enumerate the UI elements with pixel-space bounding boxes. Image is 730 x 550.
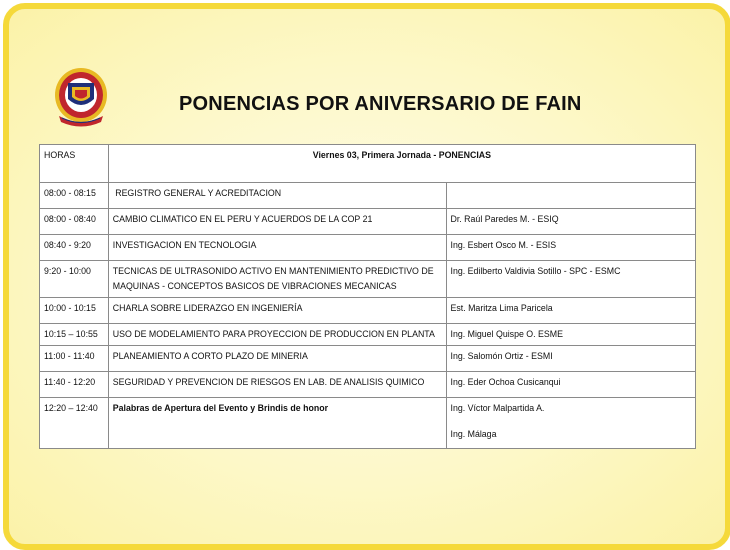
time-cell: 9:20 - 10:00 bbox=[40, 261, 109, 298]
table-row bbox=[40, 261, 696, 298]
speaker-cell: Ing. Edilberto Valdivia Sotillo - SPC - ESMC bbox=[446, 261, 696, 298]
speaker-cell: Ing. Miguel Quispe O. ESME bbox=[446, 324, 696, 346]
time-cell: 10:15 – 10:55 bbox=[40, 324, 109, 346]
table-row bbox=[40, 324, 696, 346]
table-row bbox=[40, 235, 696, 261]
topic-cell: TECNICAS DE ULTRASONIDO ACTIVO EN MANTENIMIENTO PREDICTIVO DE MAQUINAS - CONCEPTOS BASICOS DE VIBRACIONES MECANICAS bbox=[108, 261, 446, 298]
speaker-cell: Est. Maritza Lima Paricela bbox=[446, 298, 696, 324]
time-cell: 10:00 - 10:15 bbox=[40, 298, 109, 324]
speaker-name: Ing. Málaga bbox=[450, 429, 497, 439]
schedule-table bbox=[39, 144, 696, 449]
time-cell: 11:00 - 11:40 bbox=[40, 346, 109, 372]
day-heading: Viernes 03, Primera Jornada - PONENCIAS bbox=[108, 145, 695, 183]
speaker-cell bbox=[446, 398, 696, 449]
table-row bbox=[40, 209, 696, 235]
topic-cell: USO DE MODELAMIENTO PARA PROYECCION DE PRODUCCION EN PLANTA bbox=[108, 324, 446, 346]
topic-cell: REGISTRO GENERAL Y ACREDITACION bbox=[108, 183, 446, 209]
topic-cell: PLANEAMIENTO A CORTO PLAZO DE MINERIA bbox=[108, 346, 446, 372]
time-cell: 08:00 - 08:15 bbox=[40, 183, 109, 209]
time-cell: 11:40 - 12:20 bbox=[40, 372, 109, 398]
table-row bbox=[40, 398, 696, 449]
topic-cell: CAMBIO CLIMATICO EN EL PERU Y ACUERDOS DE LA COP 21 bbox=[108, 209, 446, 235]
speaker-cell: Ing. Eder Ochoa Cusicanqui bbox=[446, 372, 696, 398]
time-cell: 08:40 - 9:20 bbox=[40, 235, 109, 261]
table-row bbox=[40, 346, 696, 372]
topic-cell: CHARLA SOBRE LIDERAZGO EN INGENIERÍA bbox=[108, 298, 446, 324]
speaker-cell: Ing. Salomón Ortiz - ESMI bbox=[446, 346, 696, 372]
university-logo bbox=[53, 66, 109, 128]
table-row bbox=[40, 298, 696, 324]
speaker-cell bbox=[446, 183, 696, 209]
table-row bbox=[40, 372, 696, 398]
time-cell: 08:00 - 08:40 bbox=[40, 209, 109, 235]
speaker-name: Ing. Víctor Malpartida A. bbox=[450, 403, 545, 413]
speaker-cell: Ing. Esbert Osco M. - ESIS bbox=[446, 235, 696, 261]
time-cell: 12:20 – 12:40 bbox=[40, 398, 109, 449]
topic-cell: INVESTIGACION EN TECNOLOGIA bbox=[108, 235, 446, 261]
topic-cell: SEGURIDAD Y PREVENCION DE RIESGOS EN LAB. DE ANALISIS QUIMICO bbox=[108, 372, 446, 398]
table-row bbox=[40, 183, 696, 209]
topic-cell: Palabras de Apertura del Evento y Brindis de honor bbox=[108, 398, 446, 449]
speaker-cell: Dr. Raúl Paredes M. - ESIQ bbox=[446, 209, 696, 235]
page-title: PONENCIAS POR ANIVERSARIO DE FAIN bbox=[179, 93, 582, 115]
header-row bbox=[40, 145, 696, 183]
hours-header: HORAS bbox=[40, 145, 109, 183]
